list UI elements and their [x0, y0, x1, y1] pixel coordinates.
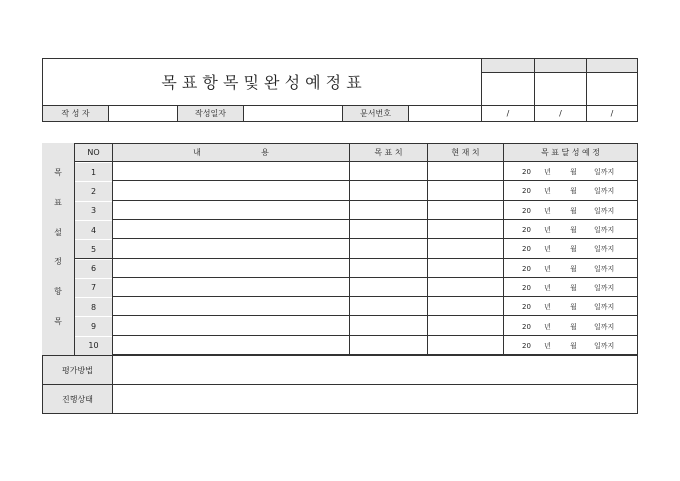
column-current: 현 재 치	[428, 144, 503, 161]
content-field[interactable]	[113, 221, 349, 239]
schedule-day-unit: 일까지	[594, 341, 615, 350]
schedule-field[interactable]	[504, 317, 637, 335]
schedule-field[interactable]	[504, 221, 637, 239]
current-value-field[interactable]	[428, 317, 503, 335]
section-label-char: 설	[54, 227, 62, 237]
author-label: 작 성 자	[43, 106, 108, 121]
date-field[interactable]	[244, 106, 342, 121]
content-field[interactable]	[113, 202, 349, 220]
schedule-month-unit: 월	[570, 303, 577, 312]
schedule-month-unit: 월	[570, 245, 577, 254]
column-target: 목 표 치	[350, 144, 427, 161]
current-value-field[interactable]	[428, 279, 503, 297]
content-field[interactable]	[113, 337, 349, 355]
content-field[interactable]	[113, 298, 349, 316]
current-value-field[interactable]	[428, 260, 503, 278]
table-row	[42, 336, 638, 355]
row-number: 10	[75, 337, 112, 355]
approval-slash-3: /	[610, 109, 614, 118]
document-header	[42, 58, 638, 122]
schedule-day-unit: 일까지	[594, 283, 615, 292]
target-value-field[interactable]	[350, 202, 427, 220]
current-value-field[interactable]	[428, 240, 503, 258]
current-value-field[interactable]	[428, 337, 503, 355]
page-title: 목 표 항 목 및 완 성 예 정 표	[161, 73, 362, 92]
content-field[interactable]	[113, 182, 349, 200]
schedule-year-unit: 년	[544, 226, 551, 235]
schedule-year: 20	[522, 283, 531, 292]
schedule-year: 20	[522, 245, 531, 254]
approval-box-2-header	[535, 59, 586, 72]
column-content-right: 용	[261, 148, 269, 157]
row-number: 3	[75, 202, 112, 220]
schedule-year: 20	[522, 168, 531, 177]
content-field[interactable]	[113, 317, 349, 335]
schedule-month-unit: 월	[570, 264, 577, 273]
table-row	[42, 278, 638, 297]
schedule-year-unit: 년	[544, 283, 551, 292]
schedule-day-unit: 일까지	[594, 226, 615, 235]
schedule-field[interactable]	[504, 298, 637, 316]
table-row	[42, 162, 638, 181]
schedule-field[interactable]	[504, 260, 637, 278]
content-field[interactable]	[113, 279, 349, 297]
table-row	[42, 259, 638, 278]
table-row	[42, 239, 638, 258]
table-row	[42, 297, 638, 316]
schedule-year-unit: 년	[544, 245, 551, 254]
current-value-field[interactable]	[428, 298, 503, 316]
content-field[interactable]	[113, 260, 349, 278]
approval-slash-2: /	[559, 109, 562, 118]
doc-number-label: 문서번호	[343, 106, 408, 121]
table-row	[42, 201, 638, 220]
section-label-char: 표	[54, 197, 62, 207]
row-number: 6	[75, 260, 112, 278]
row-number: 8	[75, 298, 112, 316]
row-number: 5	[75, 240, 112, 258]
target-value-field[interactable]	[350, 317, 427, 335]
schedule-day-unit: 일까지	[594, 322, 615, 331]
schedule-year: 20	[522, 206, 531, 215]
schedule-year: 20	[522, 226, 531, 235]
schedule-year-unit: 년	[544, 264, 551, 273]
section-label-char: 항	[54, 287, 62, 297]
schedule-month-unit: 월	[570, 283, 577, 292]
schedule-field[interactable]	[504, 182, 637, 200]
row-number: 7	[75, 279, 112, 297]
schedule-month-unit: 월	[570, 168, 577, 177]
schedule-year-unit: 년	[544, 187, 551, 196]
schedule-year: 20	[522, 341, 531, 350]
schedule-month-unit: 월	[570, 187, 577, 196]
schedule-year-unit: 년	[544, 303, 551, 312]
schedule-month-unit: 월	[570, 206, 577, 215]
schedule-day-unit: 일까지	[594, 187, 615, 196]
progress-status-label: 진행상태	[43, 385, 112, 413]
current-value-field[interactable]	[428, 221, 503, 239]
schedule-field[interactable]	[504, 202, 637, 220]
schedule-field[interactable]	[504, 279, 637, 297]
schedule-day-unit: 일까지	[594, 264, 615, 273]
schedule-day-unit: 일까지	[594, 303, 615, 312]
target-value-field[interactable]	[350, 337, 427, 355]
section-label-char: 목	[54, 316, 62, 326]
target-value-field[interactable]	[350, 182, 427, 200]
author-field[interactable]	[109, 106, 177, 121]
schedule-year: 20	[522, 322, 531, 331]
eval-method-label: 평가방법	[43, 356, 112, 384]
schedule-field[interactable]	[504, 163, 637, 181]
current-value-field[interactable]	[428, 182, 503, 200]
schedule-month-unit: 월	[570, 226, 577, 235]
date-label: 작성일자	[178, 106, 243, 121]
schedule-year: 20	[522, 264, 531, 273]
schedule-year-unit: 년	[544, 322, 551, 331]
schedule-year-unit: 년	[544, 168, 551, 177]
schedule-year: 20	[522, 303, 531, 312]
schedule-field[interactable]	[504, 240, 637, 258]
goal-table	[42, 143, 638, 414]
target-value-field[interactable]	[350, 221, 427, 239]
current-value-field[interactable]	[428, 202, 503, 220]
approval-slash-1: /	[506, 109, 510, 118]
approval-box-3-header	[587, 59, 637, 72]
target-value-field[interactable]	[350, 163, 427, 181]
target-value-field[interactable]	[350, 240, 427, 258]
target-value-field[interactable]	[350, 298, 427, 316]
table-rows	[42, 143, 638, 414]
row-number: 9	[75, 317, 112, 335]
content-field[interactable]	[113, 163, 349, 181]
schedule-year-unit: 년	[544, 341, 551, 350]
schedule-day-unit: 일까지	[594, 206, 615, 215]
row-number: 1	[75, 163, 112, 181]
schedule-field[interactable]	[504, 337, 637, 355]
table-row	[42, 181, 638, 200]
schedule-month-unit: 월	[570, 322, 577, 331]
approval-box-1-header	[482, 59, 534, 72]
schedule-month-unit: 월	[570, 341, 577, 350]
column-no: NO	[75, 144, 112, 161]
schedule-year: 20	[522, 187, 531, 196]
doc-number-field[interactable]	[409, 106, 481, 121]
content-field[interactable]	[113, 240, 349, 258]
column-content-left: 내	[193, 148, 201, 157]
target-value-field[interactable]	[350, 279, 427, 297]
schedule-year-unit: 년	[544, 206, 551, 215]
table-row	[42, 220, 638, 239]
row-number: 4	[75, 221, 112, 239]
section-label-char: 정	[54, 257, 62, 267]
column-schedule: 목 표 달 성 예 정	[504, 144, 637, 161]
table-row	[42, 316, 638, 335]
target-value-field[interactable]	[350, 260, 427, 278]
current-value-field[interactable]	[428, 163, 503, 181]
schedule-day-unit: 일까지	[594, 245, 615, 254]
section-label-char: 목	[54, 168, 62, 177]
row-number: 2	[75, 182, 112, 200]
schedule-day-unit: 일까지	[594, 168, 615, 177]
